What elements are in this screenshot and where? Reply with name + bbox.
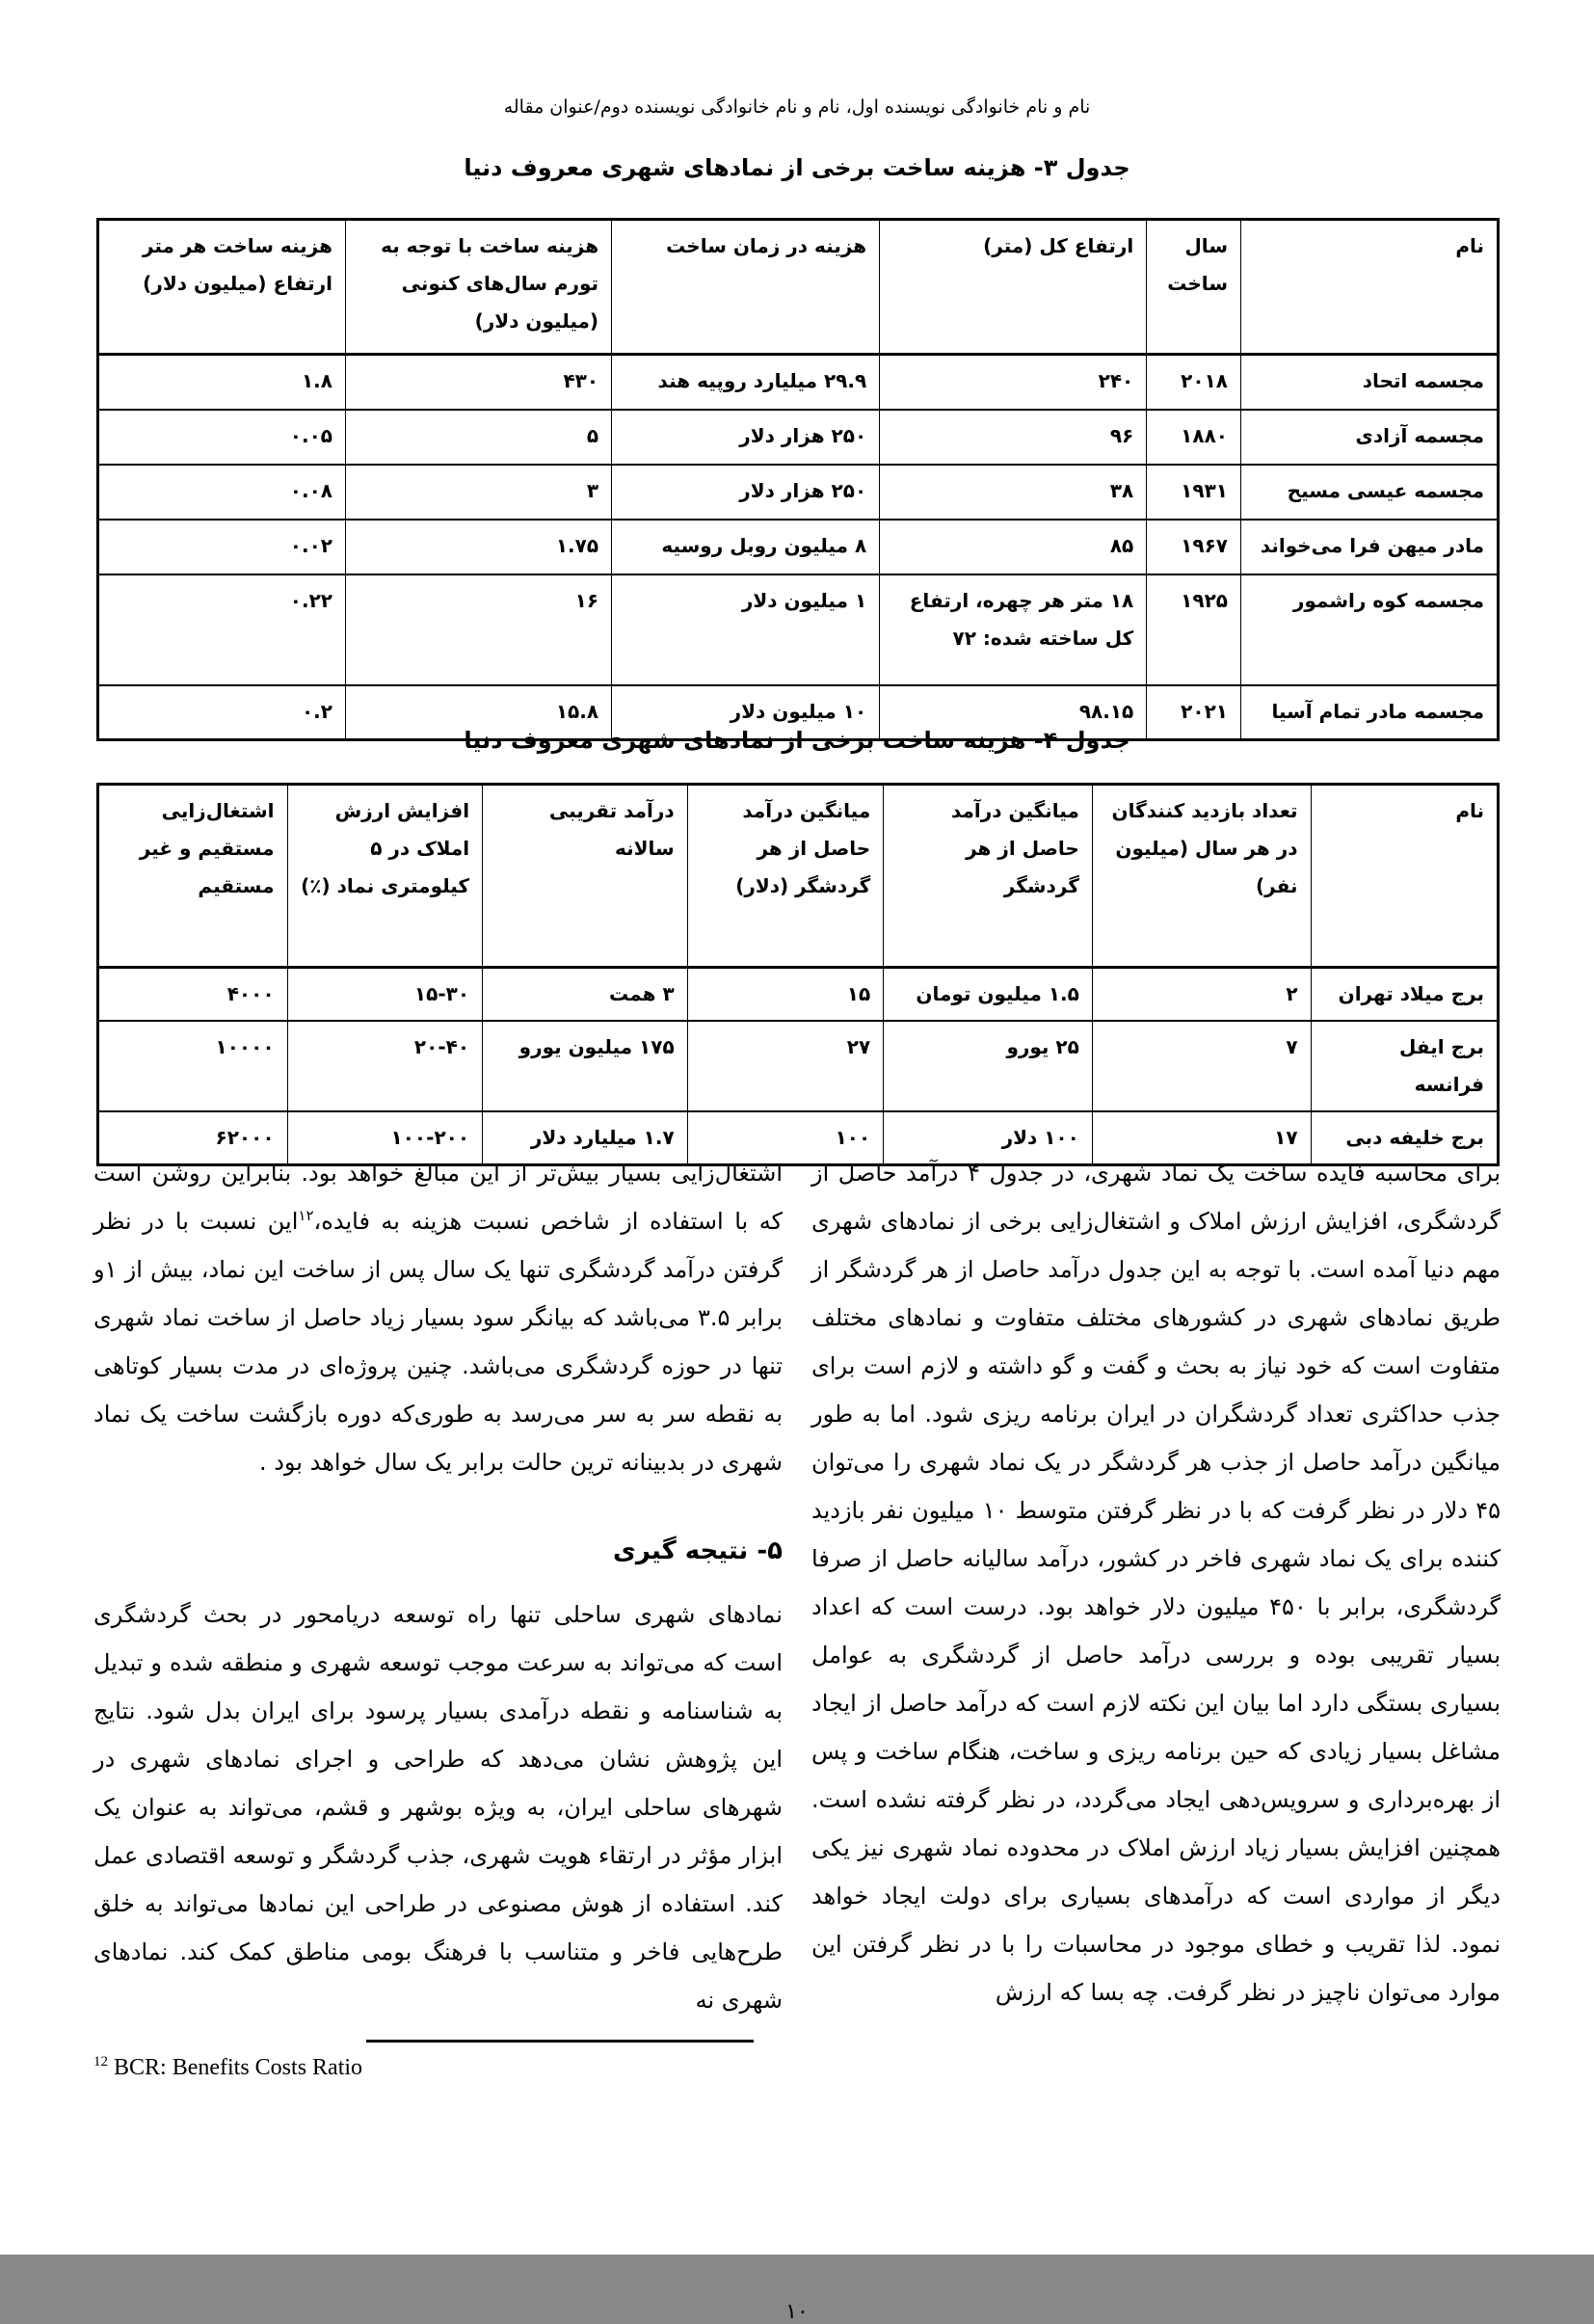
cell-property-value: ۲۰-۴۰ xyxy=(287,1021,483,1111)
table3-caption: جدول ۳- هزینه ساخت برخی از نمادهای شهری معروف دنیا xyxy=(464,154,1130,181)
table4-header-property-value: افزایش ارزش املاک در ۵ کیلومتری نماد (٪) xyxy=(287,785,483,968)
table3-header-height: ارتفاع کل (متر) xyxy=(880,220,1147,355)
cell-cost-inflation: ۱۶ xyxy=(345,574,611,685)
footnote-marker: 12 xyxy=(93,2054,108,2070)
body-text-columns xyxy=(93,1149,1501,2085)
cell-year: ۲۰۲۱ xyxy=(1147,685,1241,740)
cell-height: ۱۸ متر هر چهره، ارتفاع کل ساخته شده: ۷۲ xyxy=(880,574,1147,685)
cell-employment: ۴۰۰۰ xyxy=(98,968,288,1022)
cell-avg-income-usd: ۱۵ xyxy=(687,968,884,1022)
table3-header-cost-inflation: هزینه ساخت با توجه به تورم سال‌های کنونی (میلیون دلار) xyxy=(345,220,611,355)
cell-annual-income: ۱.۷ میلیارد دلار xyxy=(483,1111,688,1165)
section-heading-conclusion: ۵- نتیجه گیری xyxy=(612,1536,783,1565)
cell-visitors: ۷ xyxy=(1092,1021,1311,1111)
table-row xyxy=(98,574,1499,685)
table-row xyxy=(98,465,1499,520)
cell-cost-at-build: ۱ میلیون دلار xyxy=(612,574,880,685)
footnote-text xyxy=(93,2052,783,2085)
table4-header-annual-income: درآمد تقریبی سالانه xyxy=(483,785,688,968)
table-row xyxy=(98,1021,1499,1111)
cell-name: مجسمه آزادی xyxy=(1240,410,1498,465)
cell-cost-at-build: ۲۹.۹ میلیارد روپیه هند xyxy=(612,355,880,410)
cell-avg-income: ۱.۵ میلیون تومان xyxy=(884,968,1093,1022)
cell-name: مادر میهن فرا می‌خواند xyxy=(1240,520,1498,574)
table4-header-avg-income-usd: میانگین درآمد حاصل از هر گردشگر (دلار) xyxy=(687,785,884,968)
paragraph-bcr xyxy=(93,1149,783,1486)
table-row xyxy=(98,520,1499,574)
cell-cost-at-build: ۸ میلیون روبل روسیه xyxy=(612,520,880,574)
cell-height: ۳۸ xyxy=(880,465,1147,520)
cell-cost-per-meter: ۰.۰۸ xyxy=(98,465,346,520)
cell-employment: ۶۲۰۰۰ xyxy=(98,1111,288,1165)
cell-name: برج میلاد تهران xyxy=(1311,968,1498,1022)
text-column-right xyxy=(811,1149,1501,2085)
cell-name: مجسمه اتحاد xyxy=(1240,355,1498,410)
cell-height: ۸۵ xyxy=(880,520,1147,574)
table4-header-row xyxy=(98,785,1499,968)
text-column-left xyxy=(93,1149,783,2085)
table-row xyxy=(98,968,1499,1022)
cell-cost-inflation: ۳ xyxy=(345,465,611,520)
cell-name: برج ایفل فرانسه xyxy=(1311,1021,1498,1111)
table4-caption: جدول ۴- هزینه ساخت برخی از نمادهای شهری معروف دنیا xyxy=(464,727,1130,754)
cell-cost-inflation: ۱۵.۸ xyxy=(345,685,611,740)
paragraph-benefit-calculation: برای محاسبه فایده ساخت یک نماد شهری، در جدول ۴ درآمد حاصل از گردشگری، افزایش ارزش املاک و اشتغال‌زایی برخی از نمادهای شهری مهم دنیا آمده است. با توجه به این جدول درآمد حاصل از هر گردشگر از طریق نمادهای شهری در کشورهای مختلف متفاوت و نمادهای مختلف متفاوت است که خود نیاز به بحث و گفت و گو داشته و لازم است برای جذب حداکثری تعداد گردشگران در ایران برنامه ریزی شود. اما به طور میانگین درآمد حاصل از جذب هر گردشگر در یک نماد شهری را می‌توان ۴۵ دلار در نظر گرفت که با در نظر گرفتن متوسط ۱۰ میلیون نفر بازدید کننده برای یک نماد شهری فاخر در کشور، درآمد سالیانه حاصل از صرفا گردشگری، برابر با ۴۵۰ میلیون دلار خواهد بود. درست است که اعداد بسیار تقریبی بوده و بررسی درآمد حاصل از گردشگری به عوامل بسیاری بستگی دارد اما بیان این نکته لازم است که درآمد حاصل از ایجاد مشاغل بسیار زیادی که حین برنامه ریزی و ساخت، هنگام ساخت و پس از بهره‌برداری و سرویس‌دهی ایجاد می‌گردد، در نظر گرفته نشده است. همچنین افزایش بسیار زیاد ارزش املاک در محدوده نماد شهری نیز یکی دیگر از مواردی است که درآمدهای بسیاری برای دولت ایجاد خواهد نمود. لذا تقریب و خطای موجود در محاسبات را با در نظر گرفتن این موارد می‌توان ناچیز در نظر گرفت. چه بسا که ارزش xyxy=(811,1160,1501,2006)
table4-header-employment: اشتغال‌زایی مستقیم و غیر مستقیم xyxy=(98,785,288,968)
cell-annual-income: ۳ همت xyxy=(483,968,688,1022)
running-header: نام و نام خانوادگی نویسنده اول، نام و نام خانوادگی نویسنده دوم/عنوان مقاله xyxy=(503,96,1091,118)
cell-cost-per-meter: ۰.۰۵ xyxy=(98,410,346,465)
page-number: ۱۰ xyxy=(785,2300,809,2324)
footnote-area xyxy=(93,2040,783,2085)
cell-avg-income-usd: ۱۰۰ xyxy=(687,1111,884,1165)
paragraph-conclusion: نمادهای شهری ساحلی تنها راه توسعه دریامحور در بحث گردشگری است که می‌تواند به سرعت موجب توسعه شهری و منطقه شده و تبدیل به شناسنامه و نقطه درآمدی بسیار پرسود برای ایران بدل شود. نتایج این پژوهش نشان می‌دهد که طراحی و اجرای نمادهای شهری در شهرهای ساحلی ایران، به ویژه بوشهر و قشم، می‌تواند به عنوان یک ابزار مؤثر در ارتقاء هویت شهری، جذب گردشگر و توسعه اقتصادی عمل کند. استفاده از هوش مصنوعی در طراحی این نمادها می‌تواند به خلق طرح‌هایی فاخر و متناسب با فرهنگ بومی مناطق کمک کند. نمادهای شهری نه xyxy=(93,1601,783,2014)
cell-cost-inflation: ۱.۷۵ xyxy=(345,520,611,574)
paragraph-bcr-part1: اشتغال‌زایی بسیار بیش‌تر از این مبالغ خواهد بود. بنابراین روشن است که با استفاده از شاخص نسبت هزینه به فایده، xyxy=(93,1160,783,1235)
cell-cost-per-meter: ۰.۲ xyxy=(98,685,346,740)
table4-header-avg-income: میانگین درآمد حاصل از هر گردشگر xyxy=(884,785,1093,968)
table-row xyxy=(98,410,1499,465)
table-row xyxy=(98,355,1499,410)
cell-year: ۱۹۲۵ xyxy=(1147,574,1241,685)
cell-property-value: ۱۰۰-۲۰۰ xyxy=(287,1111,483,1165)
footnote-reference-12: ۱۲ xyxy=(298,1207,314,1224)
cell-name: مجسمه عیسی مسیح xyxy=(1240,465,1498,520)
paragraph-bcr-part2: این نسبت با در نظر گرفتن درآمد گردشگری تنها یک سال پس از ساخت این نماد، بیش از ۱و برابر ۳.۵ می‌باشد که بیانگر سود بسیار زیاد حاصل از ساخت نماد شهری تنها در حوزه گردشگری می‌باشد. چنین پروژه‌ای در مدت بسیار کوتاهی به نقطه سر به سر می‌رسد به طوری‌که دوره بازگشت ساخت یک نماد شهری در بدبینانه ترین حالت برابر یک سال خواهد بود . xyxy=(93,1208,783,1476)
cell-avg-income: ۱۰۰ دلار xyxy=(884,1111,1093,1165)
table3-header-row xyxy=(98,220,1499,355)
cell-cost-per-meter: ۰.۰۲ xyxy=(98,520,346,574)
cell-year: ۱۸۸۰ xyxy=(1147,410,1241,465)
table3-header-year: سال ساخت xyxy=(1147,220,1241,355)
table3-header-cost-at-build: هزینه در زمان ساخت xyxy=(612,220,880,355)
cell-name: مجسمه کوه راشمور xyxy=(1240,574,1498,685)
cell-annual-income: ۱۷۵ میلیون یورو xyxy=(483,1021,688,1111)
table4-header-visitors: تعداد بازدید کنندگان در هر سال (میلیون نفر) xyxy=(1092,785,1311,968)
table3-header-cost-per-meter: هزینه ساخت هر متر ارتفاع (میلیون دلار) xyxy=(98,220,346,355)
cell-year: ۱۹۳۱ xyxy=(1147,465,1241,520)
cell-height: ۹۸.۱۵ xyxy=(880,685,1147,740)
cell-cost-per-meter: ۰.۲۲ xyxy=(98,574,346,685)
cell-cost-at-build: ۱۰ میلیون دلار xyxy=(612,685,880,740)
cell-avg-income-usd: ۲۷ xyxy=(687,1021,884,1111)
footnote-separator-line xyxy=(366,2040,754,2043)
cell-cost-inflation: ۵ xyxy=(345,410,611,465)
table4-revenue-of-landmarks xyxy=(96,783,1500,1166)
cell-cost-inflation: ۴۳۰ xyxy=(345,355,611,410)
cell-year: ۱۹۶۷ xyxy=(1147,520,1241,574)
table3-header-name: نام xyxy=(1240,220,1498,355)
cell-property-value: ۱۵-۳۰ xyxy=(287,968,483,1022)
footnote-definition: BCR: Benefits Costs Ratio xyxy=(108,2055,363,2080)
cell-name: مجسمه مادر تمام آسیا xyxy=(1240,685,1498,740)
cell-height: ۹۶ xyxy=(880,410,1147,465)
table3-cost-of-landmarks xyxy=(96,218,1500,741)
cell-avg-income: ۲۵ یورو xyxy=(884,1021,1093,1111)
cell-name: برج خلیفه دبی xyxy=(1311,1111,1498,1165)
cell-year: ۲۰۱۸ xyxy=(1147,355,1241,410)
cell-cost-at-build: ۲۵۰ هزار دلار xyxy=(612,465,880,520)
cell-employment: ۱۰۰۰۰ xyxy=(98,1021,288,1111)
table4-header-name: نام xyxy=(1311,785,1498,968)
cell-height: ۲۴۰ xyxy=(880,355,1147,410)
cell-visitors: ۱۷ xyxy=(1092,1111,1311,1165)
cell-cost-per-meter: ۱.۸ xyxy=(98,355,346,410)
cell-cost-at-build: ۲۵۰ هزار دلار xyxy=(612,410,880,465)
cell-visitors: ۲ xyxy=(1092,968,1311,1022)
